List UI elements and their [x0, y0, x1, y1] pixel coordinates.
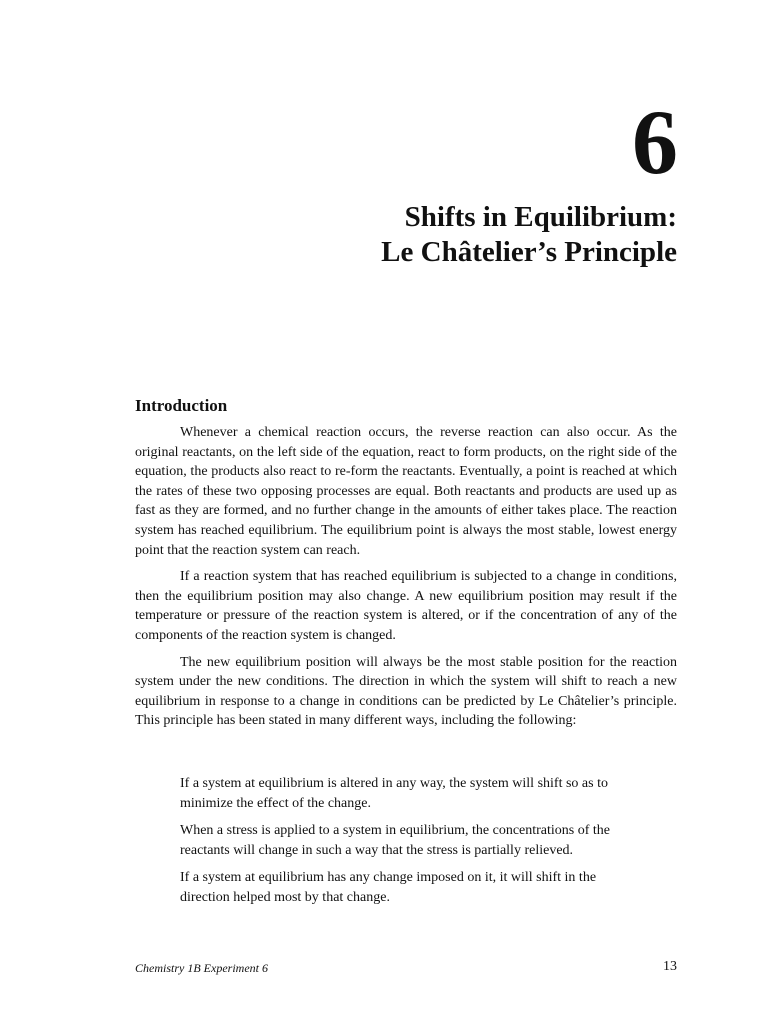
chapter-title-line-2: Le Châtelier’s Principle	[381, 236, 677, 268]
section-heading: Introduction	[135, 396, 228, 415]
chapter-number: 6	[632, 91, 678, 193]
principle-statements	[180, 774, 635, 916]
principle-statement: If a system at equilibrium is altered in any way, the system will shift so as to minimize the effect of the change.	[180, 776, 608, 811]
chapter-title-line-1: Shifts in Equilibrium:	[404, 201, 677, 233]
principle-statement: When a stress is applied to a system in equilibrium, the concentrations of the reactants will change in such a way that the stress is partially relieved.	[180, 823, 611, 858]
footer-course-label: Chemistry 1B Experiment 6	[135, 961, 268, 975]
introduction-section	[135, 394, 677, 738]
principle-statement: If a system at equilibrium has any change imposed on it, it will shift in the direction helped most by that change.	[180, 870, 597, 905]
chapter-title	[381, 200, 677, 270]
page-number: 13	[663, 959, 677, 974]
body-paragraph: The new equilibrium position will always be the most stable position for the reaction system under the new conditions. The direction in which the system will shift to reach a new equilibrium in response to a change in conditions can be predicted by Le Châtelier’s principle. This principle has been stated in many different ways, including the following:	[135, 654, 677, 729]
body-paragraph: If a reaction system that has reached equilibrium is subjected to a change in conditions, then the equilibrium position may also change. A new equilibrium position may result if the temperature or pressure of the reaction system is altered, or if the concentration of any of the components of the reaction system is changed.	[135, 569, 677, 643]
body-paragraph: Whenever a chemical reaction occurs, the reverse reaction can also occur. As the original reactants, on the left side of the equation, react to form products, on the right side of the equation, the products also react to re-form the reactants. Eventually, a point is reached at which the rates of these two opposing processes are equal. Both reactants and products are used up as fast as they are formed, and no further change in the amounts of either takes place. The reaction system has reached equilibrium. The equilibrium point is always the most stable, lowest energy point that the reaction system can reach.	[135, 425, 677, 558]
